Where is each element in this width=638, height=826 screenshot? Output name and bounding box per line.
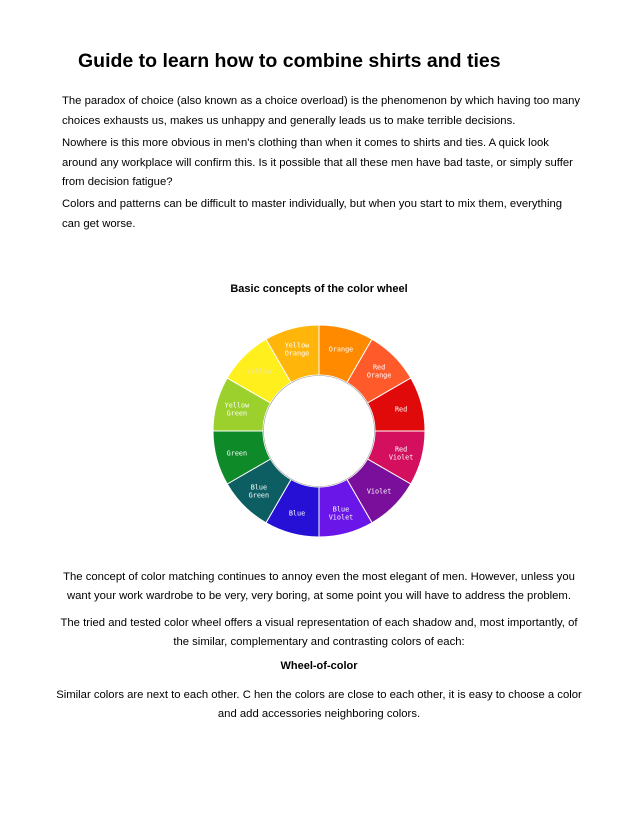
page-title: Guide to learn how to combine shirts and ties	[78, 50, 501, 72]
intro-paragraph-1: The paradox of choice (also known as a choice overload) is the phenomenon by which having too many choices exhausts us, makes us unhappy and generally leads us to make terrible decisions.	[62, 95, 581, 127]
body-paragraph-2: The tried and tested color wheel offers a visual representation of each shadow and, most importantly, of the similar, complementary and contrasting colors of each:	[60, 617, 578, 648]
wheel-label-violet: Violet	[366, 487, 392, 496]
wheel-label-blue-violet: Blue Violet	[328, 505, 354, 522]
intro-paragraph-3: Colors and patterns can be difficult to master individually, but when you start to mix them, everything can get worse.	[62, 198, 563, 230]
wheel-caption: Basic concepts of the color wheel	[230, 283, 408, 295]
wheel-label-red-orange: Red Orange	[366, 363, 392, 380]
intro-paragraph-2: Nowhere is this more obvious in men's clothing than when it comes to shirts and ties. A quick look around any workplace will confirm this. Is it possible that all these men have bad taste, or simply suffer from decision fatigue?	[62, 137, 573, 188]
section-subheading: Wheel-of-color	[280, 660, 358, 672]
wheel-label-yellow-orange: Yellow Orange	[284, 341, 310, 358]
wheel-label-green: Green	[226, 449, 248, 458]
color-wheel	[212, 324, 426, 538]
wheel-label-yellow-green: Yellow Green	[224, 401, 250, 418]
wheel-label-orange: Orange	[328, 345, 354, 354]
wheel-center	[264, 376, 375, 487]
wheel-label-blue: Blue	[288, 509, 306, 518]
wheel-label-blue-green: Blue Green	[248, 483, 270, 500]
wheel-label-yellow: Yellow	[246, 367, 272, 376]
wheel-label-red-violet: Red Violet	[388, 445, 414, 462]
body-paragraph-1: The concept of color matching continues to annoy even the most elegant of men. However, unless you want your work wardrobe to be very, very boring, at some point you will have to address the problem.	[63, 571, 575, 602]
wheel-label-red: Red	[394, 405, 408, 414]
closing-paragraph: Similar colors are next to each other. C hen the colors are close to each other, it is easy to choose a color and add accessories neighboring colors.	[56, 689, 582, 720]
